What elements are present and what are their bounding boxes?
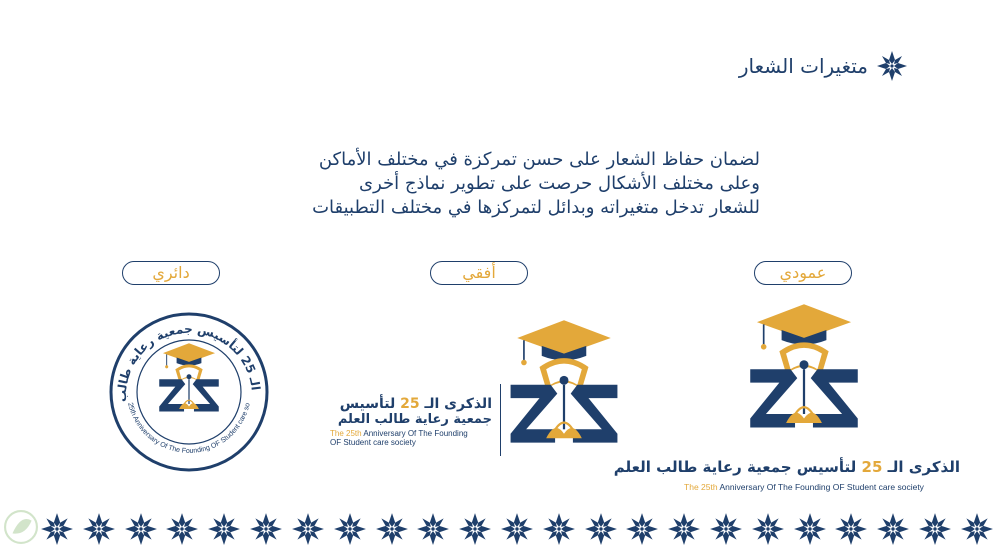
label-circular: دائري <box>122 261 220 285</box>
ornament-icon <box>333 512 367 546</box>
vertical-logo-emblem <box>748 300 860 444</box>
ornament-icon <box>625 512 659 546</box>
ring-arabic-text: الـ 25 لتأسيس جمعية رعاية طالب <box>114 321 263 402</box>
ar-suffix: لتأسيس <box>339 396 396 412</box>
ornament-icon <box>960 512 994 546</box>
divider <box>500 384 501 456</box>
ornament-icon <box>876 50 908 82</box>
ring-english-text: 25th Anniversary Of The Founding OF Student care so <box>126 401 252 455</box>
footer-ornaments <box>0 512 1000 546</box>
ornament-icon <box>291 512 325 546</box>
label-vertical: عمودي <box>754 261 852 285</box>
ornament-icon <box>500 512 534 546</box>
horizontal-logo-emblem <box>508 318 620 446</box>
ornament-icon <box>165 512 199 546</box>
ornament-icon <box>751 512 785 546</box>
emblem-icon <box>159 343 219 411</box>
horizontal-logo-text <box>330 396 492 447</box>
ornament-icon <box>584 512 618 546</box>
en-rest: Anniversary Of The Founding <box>363 429 468 438</box>
ornament-icon <box>416 512 450 546</box>
ornament-icon <box>375 512 409 546</box>
ornament-icon <box>40 512 74 546</box>
emblem-icon <box>511 320 618 442</box>
anniversary-number: 25 <box>400 396 420 412</box>
ornament-icon <box>458 512 492 546</box>
ornament-icon <box>542 512 576 546</box>
ornament-icon <box>918 512 952 546</box>
en-gold: The 25th <box>684 482 718 492</box>
ornament-icon <box>82 512 116 546</box>
paragraph-line: وعلى مختلف الأشكال حرصت على تطوير نماذج أخرى <box>358 173 760 194</box>
ornament-icon <box>249 512 283 546</box>
ar-prefix: الذكرى الـ <box>424 396 492 412</box>
ornament-icon <box>834 512 868 546</box>
section-header <box>739 50 908 82</box>
description-paragraph <box>200 148 760 220</box>
ornament-icon <box>124 512 158 546</box>
label-horizontal: أفقي <box>430 261 528 285</box>
en-line2: OF Student care society <box>330 438 416 447</box>
ar-line2: جمعية رعاية طالب العلم <box>337 412 492 427</box>
en-rest: Anniversary Of The Founding OF Student care society <box>719 482 924 492</box>
anniversary-number: 25 <box>861 458 883 476</box>
paragraph-line: لضمان حفاظ الشعار على حسن تمركزة في مختلف الأماكن <box>318 149 760 170</box>
ornament-icon <box>793 512 827 546</box>
section-title: متغيرات الشعار <box>738 54 868 78</box>
ornament-icon <box>207 512 241 546</box>
ornament-icon <box>876 512 910 546</box>
en-gold: The 25th <box>330 429 362 438</box>
ar-prefix: الذكرى الـ <box>887 458 960 476</box>
ornament-icon <box>709 512 743 546</box>
emblem-icon <box>750 304 858 427</box>
circular-logo <box>106 306 272 472</box>
ornament-icon <box>667 512 701 546</box>
paragraph-line: للشعار تدخل متغيراته وبدائل لتمركزها في مختلف التطبيقات <box>312 197 760 218</box>
vertical-logo-text <box>613 458 960 492</box>
ar-suffix: لتأسيس جمعية رعاية طالب العلم <box>613 458 857 476</box>
